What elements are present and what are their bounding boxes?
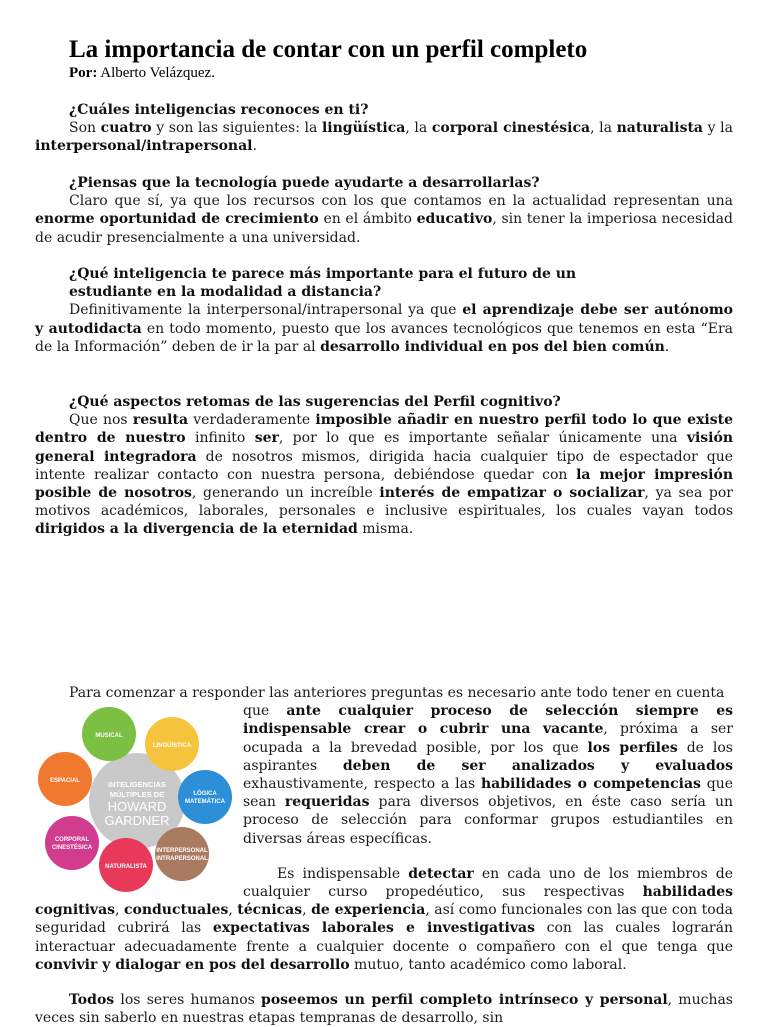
petal-interpersonal	[155, 827, 209, 881]
petal-corporal-cinestesica	[45, 816, 99, 870]
intelligences-diagram	[35, 705, 243, 895]
bold-run: dirigidos a la divergencia de la eternidad	[35, 521, 358, 538]
bold-run: los perfiles	[587, 739, 678, 756]
byline-label: Por:	[69, 65, 98, 81]
bold-run: Todos	[69, 992, 115, 1009]
qa-section-4	[35, 393, 733, 539]
petal-musical	[82, 707, 136, 761]
bold-run: interpersonal/intrapersonal	[35, 138, 253, 155]
qa-section-1	[35, 101, 733, 156]
center-line-big: HOWARD	[107, 799, 167, 815]
petal-label: INTERPERSONAL	[156, 848, 208, 855]
petal-label: ESPACIAL	[50, 778, 80, 785]
petal-label: LINGÜÍSTICA	[152, 743, 192, 750]
bold-run: corporal cinestésica	[431, 120, 591, 137]
intro-line: Para comenzar a responder las anteriores preguntas es necesario ante todo tener en cuenta	[69, 685, 725, 701]
qa-section-3	[35, 265, 733, 356]
multiple-intelligences-figure	[35, 705, 243, 895]
bold-run: imposible añadir en nuestro perfil todo lo que existe dentro de nuestro	[35, 412, 734, 447]
body-paragraph-1: que ante cualquier proceso de selección siempre es indispensable crear o cubrir una vacante, próxima a ser ocupada a la brevedad posible, por los que los perfiles de los aspirantes deben de ser analizados y evaluados exhaustivamente, respecto a las habilidades o competencias que sean requeridas para diversos objetivos, en éste caso sería un proceso de selección para conformar grupos estudiantiles en diversas áreas específicas.	[243, 703, 734, 847]
petal-label: CINESTÉSICA	[51, 845, 93, 852]
bold-run: interés de empatizar o socializar	[379, 485, 645, 502]
byline	[69, 64, 215, 82]
center-line: MÚLTIPLES DE	[109, 790, 165, 800]
petal-label: INTRAPERSONAL	[156, 856, 208, 863]
petal-espacial	[38, 752, 92, 806]
question-2: ¿Piensas que la tecnología puede ayudarte a desarrollarlas?	[69, 175, 540, 191]
answer-4: Que nos resulta verdaderamente imposible añadir en nuestro perfil todo lo que existe dentro de nuestro infinito ser, por lo que es importante señalar únicamente una visión general integradora de nosotros mismos, dirigida hacia cualquier tipo de espectador que intente realizar contacto con nuestra persona, debiéndose quedar con la mejor impresión posible de nosotros, generando un increíble interés de empatizar o socializar, ya sea por motivos académicos, laborales, personales e inclusive espirituales, los cuales vayan todos dirigidos a la divergencia de la eternidad misma.	[35, 412, 734, 538]
petal-linguistica	[145, 717, 199, 771]
document-title: La importancia de contar con un perfil completo	[69, 36, 588, 63]
petal-label: MUSICAL	[95, 733, 123, 740]
bold-run: desarrollo individual en pos del bien común	[320, 338, 665, 355]
petal-label: CORPORAL	[54, 837, 90, 844]
body-paragraph-2: Es indispensable detectar en cada uno de los miembros de cualquier curso propedéutico, sus respectivas habilidades cognitivas, conductuales, técnicas, de experiencia, así como funcionales con las que con toda seguridad cubrirá las expectativas laborales e investigativas con las cuales lograrán interactuar adecuadamente frente a cualquier docente o compañero con el que tenga que convivir y dialogar en pos del desarrollo mutuo, tanto académico como laboral.	[35, 865, 734, 973]
petal-label: NATURALISTA	[105, 864, 147, 871]
bold-run: habilidades cognitivas	[35, 884, 733, 919]
answer-2: Claro que sí, ya que los recursos con los que contamos en la actualidad representan una enorme oportunidad de crecimiento en el ámbito educativo, sin tener la imperiosa necesidad de acudir presencialmente a una universidad.	[35, 193, 733, 246]
petal-label: LÓGICA	[193, 791, 217, 798]
answer-3: Definitivamente la interpersonal/intrapersonal ya que el aprendizaje debe ser autónomo y autodidacta en todo momento, puesto que los avances tecnológicos que tenemos en esta “Era de la Información” deben de ir la par al desarrollo individual en pos del bien común.	[35, 302, 734, 355]
bold-run: lingüística	[321, 120, 406, 137]
bold-run: de experiencia	[311, 902, 426, 919]
bold-run: técnicas	[237, 902, 303, 919]
question-3: ¿Qué inteligencia te parece más importante para el futuro de un estudiante en la modalidad a distancia?	[69, 266, 577, 301]
center-title	[104, 780, 169, 828]
bold-run: habilidades o competencias	[480, 776, 701, 793]
question-1: ¿Cuáles inteligencias reconoces en ti?	[69, 102, 369, 118]
petal-label: MATEMÁTICA	[185, 799, 225, 806]
bold-run: ante cualquier proceso de selección siempre es indispensable crear o cubrir una vacante	[243, 703, 734, 738]
byline-author: Alberto Velázquez.	[100, 65, 215, 81]
bold-run: el aprendizaje debe ser autónomo y autodidacta	[35, 302, 734, 337]
center-line: INTELIGENCIAS	[108, 780, 166, 790]
bold-run: cuatro	[100, 120, 152, 137]
bold-run: enorme oportunidad de crecimiento	[35, 211, 319, 228]
bold-run: expectativas laborales e investigativas	[212, 920, 535, 937]
bold-run: requeridas	[284, 794, 370, 811]
bold-run: poseemos un perfil completo intrínseco y personal	[261, 992, 668, 1009]
bold-run: convivir y dialogar en pos del desarrollo	[35, 956, 350, 973]
petal-logica-matematica	[178, 770, 232, 824]
bold-run: detectar	[408, 865, 474, 882]
bold-run: la mejor impresión posible de nosotros	[35, 466, 733, 502]
bold-run: naturalista	[616, 120, 703, 137]
body-paragraph-3: Todos los seres humanos poseemos un perfil completo intrínseco y personal, muchas veces sin saberlo en nuestras etapas tempranas de desarrollo, sin	[35, 992, 733, 1027]
bold-run: educativo	[416, 211, 493, 228]
answer-1: Son cuatro y son las siguientes: la lingüística, la corporal cinestésica, la naturalista y la interpersonal/intrapersonal.	[35, 120, 733, 155]
bold-run: visión general integradora	[35, 430, 733, 465]
question-4: ¿Qué aspectos retomas de las sugerencias del Perfil cognitivo?	[69, 394, 561, 410]
bold-run: conductuales	[123, 902, 229, 919]
qa-section-2	[35, 174, 733, 247]
center-line-big: GARDNER	[104, 813, 170, 829]
bold-run: resulta	[132, 412, 189, 429]
petal-naturalista	[99, 838, 153, 892]
bold-run: ser	[254, 430, 279, 447]
bold-run: deben de ser analizados y evaluados	[342, 757, 733, 774]
body-section	[35, 684, 733, 1027]
